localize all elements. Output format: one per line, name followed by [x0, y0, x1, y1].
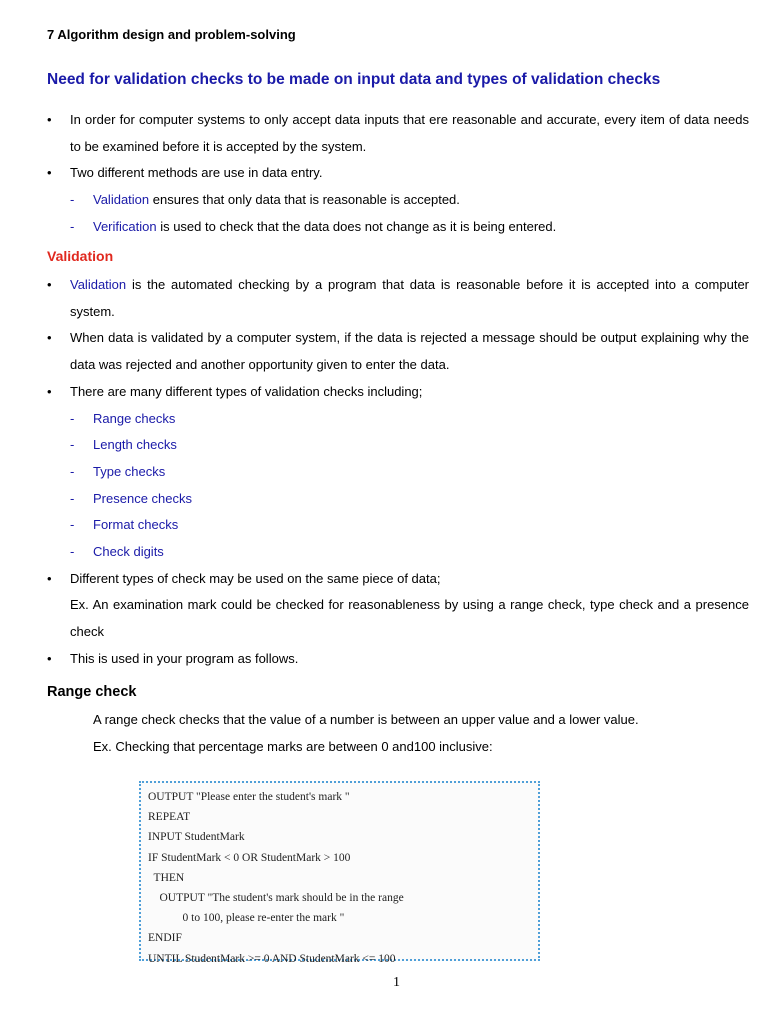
code-line: IF StudentMark < 0 OR StudentMark > 100 — [148, 851, 351, 864]
dash-icon: - — [70, 517, 75, 533]
dash-icon: - — [70, 437, 75, 453]
dash-icon: - — [70, 410, 75, 426]
bullet-icon: • — [47, 570, 52, 586]
range-check-example: Ex. Checking that percentage marks are between 0 and100 inclusive: — [93, 738, 493, 754]
dash-icon: - — [70, 218, 75, 234]
range-check-block — [47, 707, 749, 760]
list-item: • This is used in your program as follows. — [47, 646, 749, 673]
intro-block — [47, 107, 749, 241]
validation-block — [47, 272, 749, 673]
check-item: - Range checks — [47, 406, 749, 433]
code-line: OUTPUT "The student's mark should be in the range — [148, 892, 404, 905]
check-item: - Type checks — [47, 459, 749, 486]
list-item: • When data is validated by a computer system, if the data is rejected a message should be output explaining why the data was rejected and another opportunity given to enter the data. — [47, 325, 749, 378]
list-item: • In order for computer systems to only accept data inputs that ere reasonable and accurate, every item of data needs to be examined before it is accepted by the system. — [47, 107, 749, 160]
bullet-icon: • — [47, 383, 52, 399]
bullet-icon: • — [47, 165, 52, 181]
dash-icon: - — [70, 192, 75, 208]
sub-list-item: - Verification is used to check that the data does not change as it is being entered. — [47, 214, 749, 241]
example-text: Ex. An examination mark could be checked for reasonableness by using a range check, type check and a presence check — [70, 597, 749, 640]
dash-icon: - — [70, 463, 75, 479]
check-item: - Check digits — [47, 539, 749, 566]
page-title: Need for validation checks to be made on input data and types of validation checks — [47, 71, 661, 88]
sub-list-item: - Validation ensures that only data that is reasonable is accepted. — [47, 187, 749, 214]
chapter-header: 7 Algorithm design and problem-solving — [47, 27, 296, 42]
bullet-icon: • — [47, 650, 52, 666]
dash-icon: - — [70, 544, 75, 560]
code-line: OUTPUT "Please enter the student's mark " — [148, 791, 350, 803]
code-line: INPUT StudentMark — [148, 831, 245, 844]
code-line: UNTIL StudentMark >= 0 AND StudentMark <= 100 — [148, 952, 396, 965]
list-item: • Different types of check may be used on the same piece of data; — [47, 566, 749, 593]
term-validation: Validation — [70, 277, 127, 292]
bullet-icon: • — [47, 277, 52, 292]
term-verification: Verification — [93, 218, 157, 234]
pseudocode-box — [139, 781, 540, 965]
check-item: - Format checks — [47, 512, 749, 539]
list-item: • There are many different types of validation checks including; — [47, 379, 749, 406]
page-number: 1 — [393, 975, 400, 990]
bullet-icon: • — [47, 112, 52, 127]
check-item: - Length checks — [47, 432, 749, 459]
code-line: 0 to 100, please re-enter the mark " — [148, 912, 345, 925]
code-line: REPEAT — [148, 811, 191, 824]
list-item: • Validation is the automated checking by a program that data is reasonable before it is accepted into a computer system. — [47, 272, 749, 325]
code-line: ENDIF — [148, 932, 182, 945]
dash-icon: - — [70, 490, 75, 506]
bullet-icon: • — [47, 330, 52, 346]
section-heading-validation: Validation — [47, 248, 114, 264]
list-item: • Two different methods are use in data entry. — [47, 160, 749, 187]
check-item: - Presence checks — [47, 486, 749, 513]
term-validation: Validation — [93, 192, 150, 208]
range-check-description: A range check checks that the value of a number is between an upper value and a lower value. — [93, 712, 639, 727]
section-heading-range-check: Range check — [47, 684, 137, 700]
code-line: THEN — [148, 871, 185, 884]
